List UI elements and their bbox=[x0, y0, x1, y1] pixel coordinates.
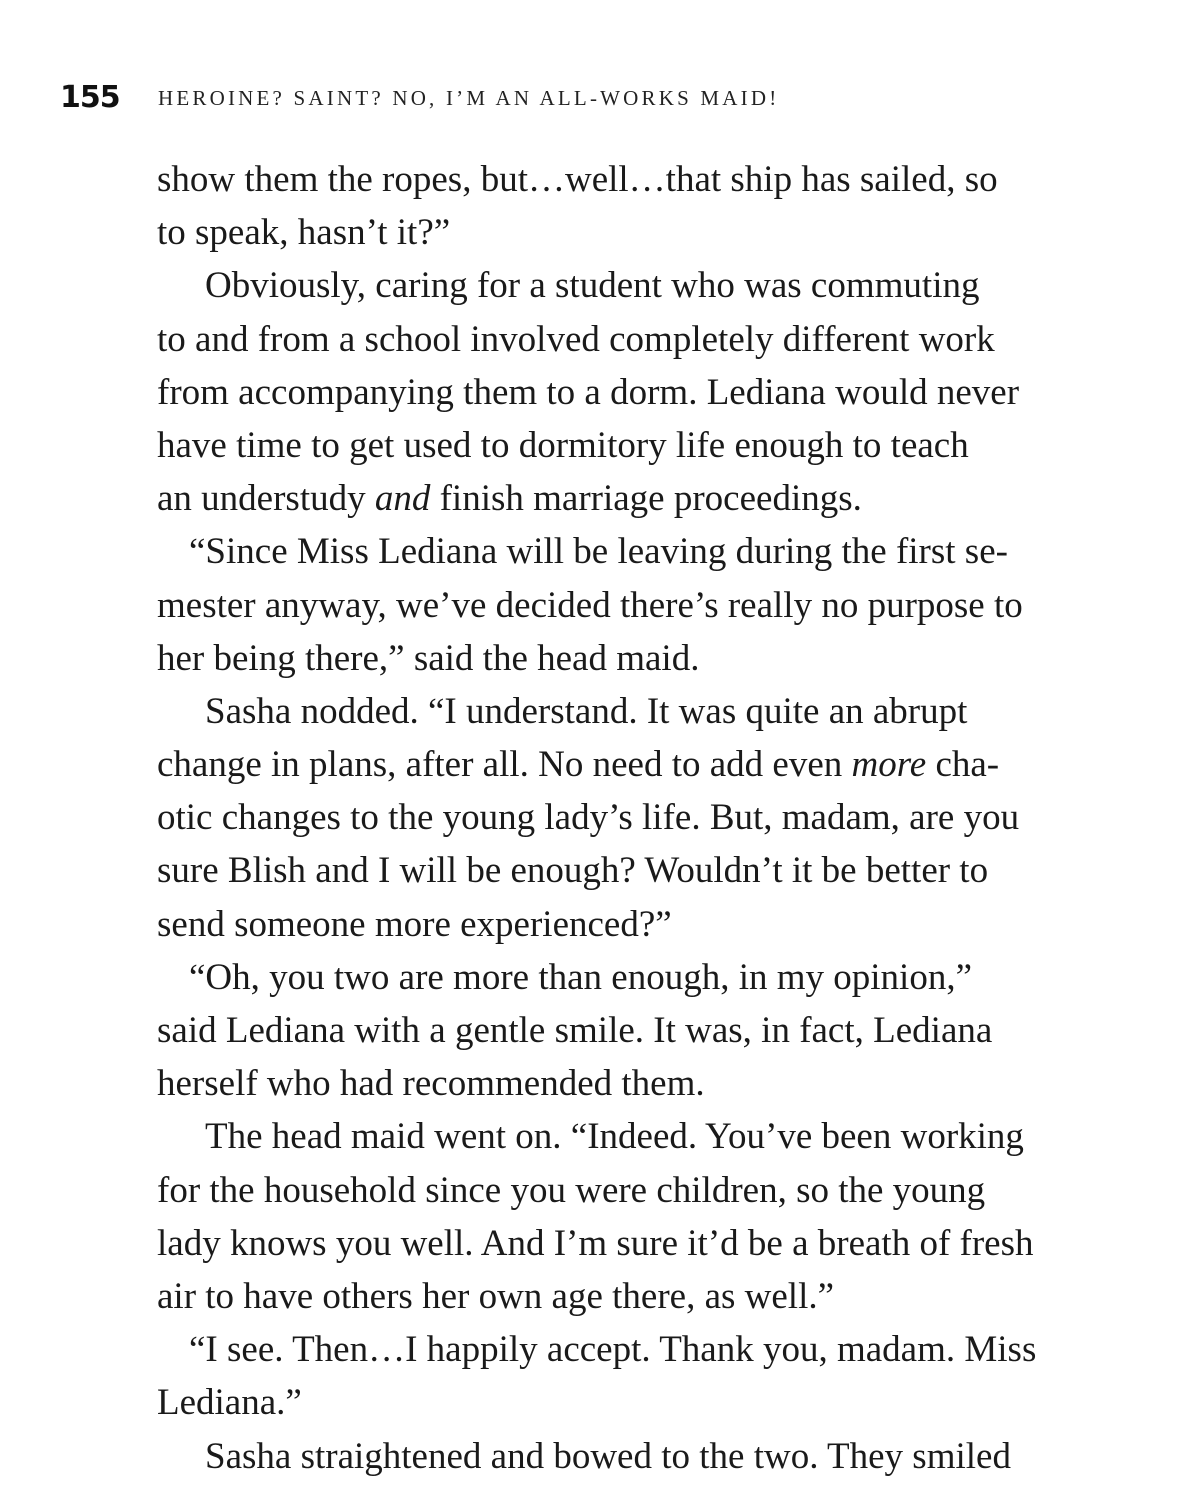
paragraph-3 bbox=[157, 525, 1023, 685]
text-line: her being there,” said the head maid. bbox=[157, 637, 700, 679]
text-line: Sasha nodded. “I understand. It was quite an abrupt bbox=[205, 690, 968, 732]
text-line: herself who had recommended them. bbox=[157, 1063, 705, 1105]
text-line bbox=[157, 738, 1007, 791]
text-line: mester anyway, we’ve decided there’s really no purpose to bbox=[157, 584, 1023, 626]
text-line: send someone more experienced?” bbox=[157, 903, 672, 945]
paragraph-7 bbox=[157, 1323, 1037, 1429]
text-line: air to have others her own age there, as well.” bbox=[157, 1275, 835, 1317]
emphasized-word: more bbox=[851, 744, 927, 786]
text-line: “Oh, you two are more than enough, in my opinion,” bbox=[189, 956, 972, 998]
text-line bbox=[157, 472, 1007, 525]
paragraph-5 bbox=[157, 951, 1007, 1111]
text-line: lady knows you well. And I’m sure it’d be a breath of fresh bbox=[157, 1222, 1034, 1264]
text-line: from accompanying them to a dorm. Lediana would never bbox=[157, 371, 1020, 413]
text-line: for the household since you were children, so the young bbox=[157, 1169, 986, 1211]
text-segment: finish marriage proceedings. bbox=[430, 478, 862, 520]
paragraph-1 bbox=[157, 153, 1007, 259]
paragraph-4 bbox=[157, 685, 1020, 951]
text-line: sure Blish and I will be enough? Wouldn’t it be better to bbox=[157, 850, 989, 892]
text-segment: an understudy bbox=[157, 478, 375, 520]
text-line: The head maid went on. “Indeed. You’ve been working bbox=[205, 1116, 1024, 1158]
text-line: to and from a school involved completely different work bbox=[157, 318, 995, 360]
text-line: “Since Miss Lediana will be leaving during the first se- bbox=[189, 531, 1008, 573]
paragraph-6 bbox=[157, 1110, 1034, 1323]
paragraph-2 bbox=[157, 259, 1020, 525]
text-line: Lediana.” bbox=[157, 1382, 302, 1424]
page-number: 155 bbox=[60, 80, 120, 115]
text-line: “I see. Then…I happily accept. Thank you, madam. Miss bbox=[189, 1329, 1037, 1371]
text-segment: change in plans, after all. No need to add even bbox=[157, 744, 852, 786]
text-line: have time to get used to dormitory life enough to teach bbox=[157, 424, 969, 466]
body-text bbox=[157, 153, 1037, 1483]
emphasized-word: and bbox=[374, 478, 431, 520]
text-line: to speak, hasn’t it?” bbox=[157, 212, 451, 254]
text-line: Obviously, caring for a student who was commuting bbox=[205, 265, 980, 307]
text-line: Sasha straightened and bowed to the two. They smiled bbox=[205, 1435, 1011, 1477]
running-head-title: HEROINE? SAINT? NO, I’M AN ALL-WORKS MAID! bbox=[158, 86, 780, 110]
text-line: said Lediana with a gentle smile. It was, in fact, Lediana bbox=[157, 1010, 993, 1051]
paragraph-8 bbox=[157, 1430, 1011, 1483]
text-line: otic changes to the young lady’s life. But, madam, are you bbox=[157, 797, 1020, 839]
text-segment: cha- bbox=[926, 744, 1000, 786]
text-line: show them the ropes, but…well…that ship has sailed, so bbox=[157, 159, 998, 200]
